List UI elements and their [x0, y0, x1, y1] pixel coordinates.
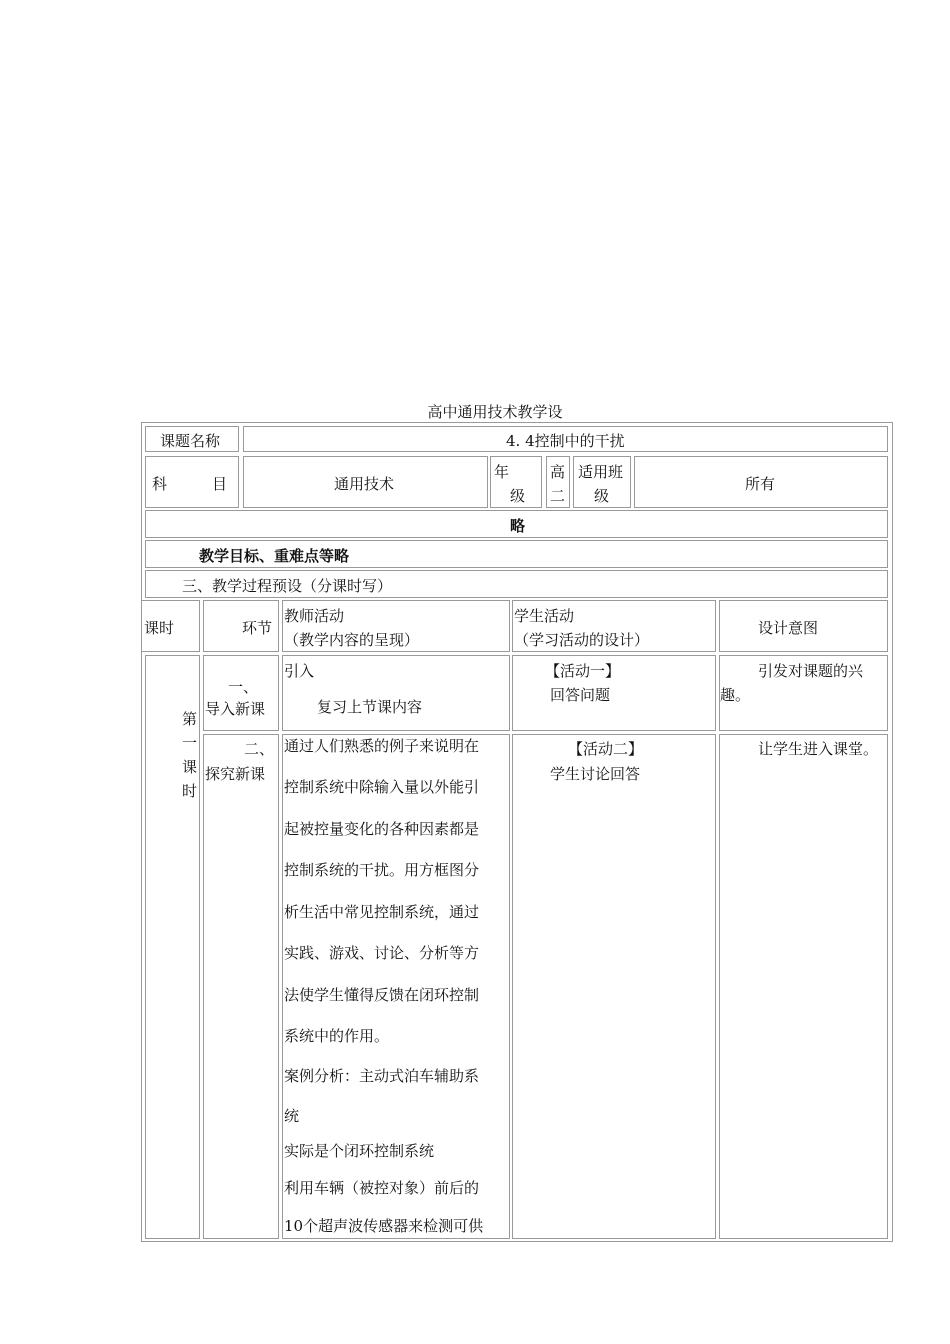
- class-label-cell: [573, 456, 631, 508]
- row2-teacher-line-1: 通过人们熟悉的例子来说明在: [284, 737, 480, 755]
- goals-row: [145, 540, 888, 568]
- class-label-1: 适用班: [578, 463, 624, 481]
- header-design: 设计意图: [758, 619, 819, 637]
- row1-student-1: 【活动一】: [545, 662, 621, 680]
- header-period: 课时: [144, 619, 175, 637]
- subject-label-cell: [145, 456, 239, 508]
- row1-design-2: 趣。: [720, 686, 751, 704]
- grade-label-1: 年: [494, 463, 510, 481]
- row2-teacher-case-5: 10个超声波传感器来检测可供: [284, 1217, 484, 1235]
- row2-student-1: 【活动二】: [568, 740, 644, 758]
- header-stage: 环节: [242, 619, 273, 637]
- row1-student-2: 回答问题: [550, 686, 611, 704]
- row2-teacher-line-4: 控制系统的干扰。用方框图分: [284, 861, 480, 879]
- row2-teacher-line-2: 控制系统中除输入量以外能引: [284, 778, 480, 796]
- header-student-2: （学习活动的设计）: [514, 631, 650, 649]
- row1-stage-2: 导入新课: [205, 700, 266, 718]
- row1-teacher-cell: [282, 655, 510, 731]
- omitted-text: 略: [510, 517, 526, 535]
- document-title: 高中通用技术教学设: [427, 403, 563, 421]
- header-stage-cell: [203, 600, 279, 652]
- topic-label: 课题名称: [160, 432, 221, 450]
- subject-value: 通用技术: [334, 475, 395, 493]
- period-char-2: 一: [182, 734, 198, 752]
- subject-value-cell: [243, 456, 488, 508]
- omitted-row: [145, 510, 888, 538]
- grade-value-1: 高: [550, 463, 566, 481]
- grade-label-2: 级: [510, 487, 526, 505]
- row2-stage-2: 探究新课: [205, 765, 266, 783]
- grade-value-cell: [546, 456, 570, 508]
- header-period-cell: [141, 600, 200, 652]
- row2-design-cell: [719, 734, 888, 1239]
- row2-teacher-cell: [282, 734, 510, 1239]
- subject-label: 科 目: [152, 475, 228, 493]
- class-value-cell: [634, 456, 888, 508]
- header-design-cell: [719, 600, 888, 652]
- row1-teacher-1: 引入: [284, 662, 315, 680]
- period-char-4: 时: [182, 782, 198, 800]
- process-row: [145, 570, 888, 598]
- row2-student-2: 学生讨论回答: [550, 765, 641, 783]
- row2-teacher-case-1: 案例分析：主动式泊车辅助系: [284, 1067, 480, 1085]
- topic-value-cell: [243, 426, 888, 452]
- grade-value-2: 二: [550, 487, 566, 505]
- row1-stage-1: 一、: [228, 678, 259, 696]
- header-teacher-2: （教学内容的呈现）: [284, 631, 420, 649]
- row2-student-cell: [512, 734, 716, 1239]
- row2-stage-1: 二、: [244, 740, 275, 758]
- row2-teacher-line-7: 法使学生懂得反馈在闭环控制: [284, 986, 480, 1004]
- header-student-cell: [512, 600, 716, 652]
- class-value: 所有: [745, 475, 776, 493]
- grade-label-cell: [490, 456, 542, 508]
- topic-label-cell: [145, 426, 239, 452]
- row2-teacher-line-6: 实践、游戏、讨论、分析等方: [284, 944, 480, 962]
- row2-teacher-case-3: 实际是个闭环控制系统: [284, 1142, 435, 1160]
- process-text: 三、教学过程预设（分课时写）: [182, 577, 393, 595]
- topic-value: 4. 4控制中的干扰: [506, 432, 625, 450]
- row2-teacher-case-4: 利用车辆（被控对象）前后的: [284, 1179, 480, 1197]
- row1-teacher-2: 复习上节课内容: [317, 698, 423, 716]
- row1-stage-cell: [203, 655, 279, 731]
- row1-design-1: 引发对课题的兴: [758, 662, 864, 680]
- period-cell: [145, 655, 200, 1239]
- row1-student-cell: [512, 655, 716, 731]
- row1-design-cell: [719, 655, 888, 731]
- row2-teacher-line-3: 起被控量变化的各种因素都是: [284, 820, 480, 838]
- header-teacher-1: 教师活动: [284, 607, 345, 625]
- row2-teacher-case-2: 统: [284, 1107, 300, 1125]
- period-char-3: 课: [182, 758, 198, 776]
- header-student-1: 学生活动: [514, 607, 575, 625]
- goals-text: 教学目标、重难点等略: [199, 547, 350, 565]
- header-teacher-cell: [282, 600, 510, 652]
- period-char-1: 第: [182, 710, 198, 728]
- row2-stage-cell: [203, 734, 279, 1239]
- row2-teacher-line-8: 系统中的作用。: [284, 1027, 390, 1045]
- class-label-2: 级: [594, 487, 610, 505]
- row2-design-1: 让学生进入课堂。: [758, 740, 879, 758]
- row2-teacher-line-5: 析生活中常见控制系统，通过: [284, 903, 480, 921]
